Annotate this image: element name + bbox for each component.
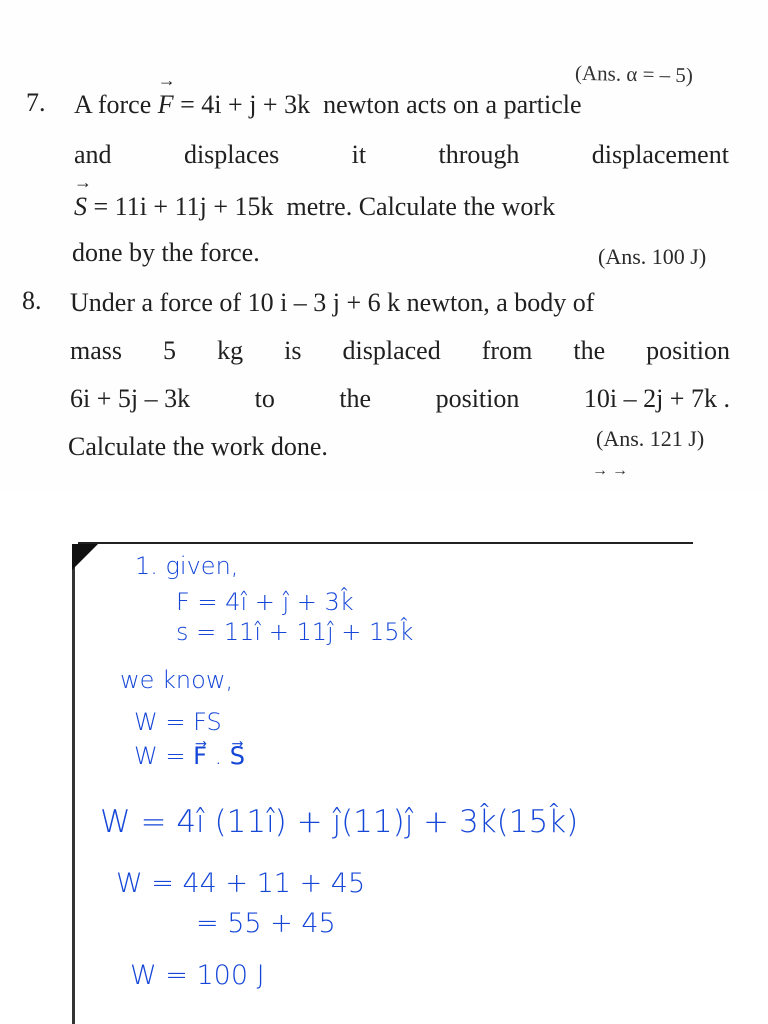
question-8-line-2 <box>70 336 730 366</box>
paper-edge-top <box>78 542 693 544</box>
q7-word: it <box>351 140 367 169</box>
question-8-line-4: Calculate the work done. <box>68 432 328 461</box>
paper-corner-shadow <box>72 544 98 570</box>
given-force: F = 4î + ĵ + 3k̂ <box>176 588 354 616</box>
work-dot-product: W = F⃗ . S⃗ <box>134 742 246 770</box>
q8-word: is <box>284 336 302 365</box>
q8-word: the <box>573 336 606 365</box>
question-7-answer: (Ans. 100 J) <box>598 244 707 269</box>
question-7-line-1 <box>74 90 582 120</box>
q8-word: the <box>339 384 372 413</box>
work-sum-step-1: W = 44 + 11 + 45 <box>116 868 366 899</box>
q7-word: displaces <box>183 140 280 169</box>
question-8-number: 8. <box>22 286 42 315</box>
question-7-line-4: done by the force. <box>72 238 260 267</box>
question-8-line-3 <box>70 384 730 414</box>
q7-force-equation: = 4i + j + 3k <box>180 90 311 119</box>
solution-heading: 1. given, <box>135 552 239 580</box>
q8-word: kg <box>217 336 244 365</box>
q8-word: mass <box>70 336 122 365</box>
question-8-line-1: Under a force of 10 i – 3 j + 6 k newton, a body of <box>70 288 595 317</box>
q7-word: through <box>438 140 520 169</box>
q8-word: from <box>481 336 533 365</box>
q7-word: and <box>74 140 112 169</box>
textbook-page <box>0 0 768 490</box>
q7-displacement-equation: = 11i + 11j + 15k <box>93 192 274 221</box>
question-7-line-3 <box>74 192 555 222</box>
paper-edge-left <box>72 546 75 1024</box>
trailing-vector-arrows: → → <box>592 462 628 479</box>
q8-word: position <box>435 384 520 413</box>
work-result: W = 100 J <box>130 960 265 991</box>
q8-word: displaced <box>342 336 441 365</box>
q8-word: 5 <box>163 336 177 365</box>
q8-start-position: 6i + 5j – 3k <box>70 384 191 413</box>
question-7-number: 7. <box>26 88 46 117</box>
work-expansion: W = 4î (11î) + ĵ(11)ĵ + 3k̂(15k̂) <box>100 804 579 840</box>
q8-word: to <box>254 384 275 413</box>
question-7-line-2 <box>74 140 729 170</box>
work-sum-step-2: = 55 + 45 <box>196 908 336 939</box>
previous-answer: (Ans. α = – 5) <box>574 60 694 88</box>
given-displacement: s = 11î + 11ĵ + 15k̂ <box>176 618 414 646</box>
q7-word: displacement <box>591 140 729 169</box>
q8-word: position <box>646 336 730 365</box>
we-know-label: we know, <box>120 666 234 694</box>
force-vector-symbol: → F <box>158 90 174 120</box>
displacement-vector-symbol: → S <box>74 192 87 222</box>
q7-line1-pre: A force <box>74 90 152 119</box>
q7-line1-post: newton acts on a particle <box>323 90 582 119</box>
work-formula: W = FS <box>134 708 222 736</box>
question-8-answer: (Ans. 121 J) <box>596 426 705 451</box>
q7-line3-post: metre. Calculate the work <box>286 192 556 221</box>
q8-end-position: 10i – 2j + 7k . <box>583 384 730 413</box>
handwritten-solution <box>0 490 768 1024</box>
